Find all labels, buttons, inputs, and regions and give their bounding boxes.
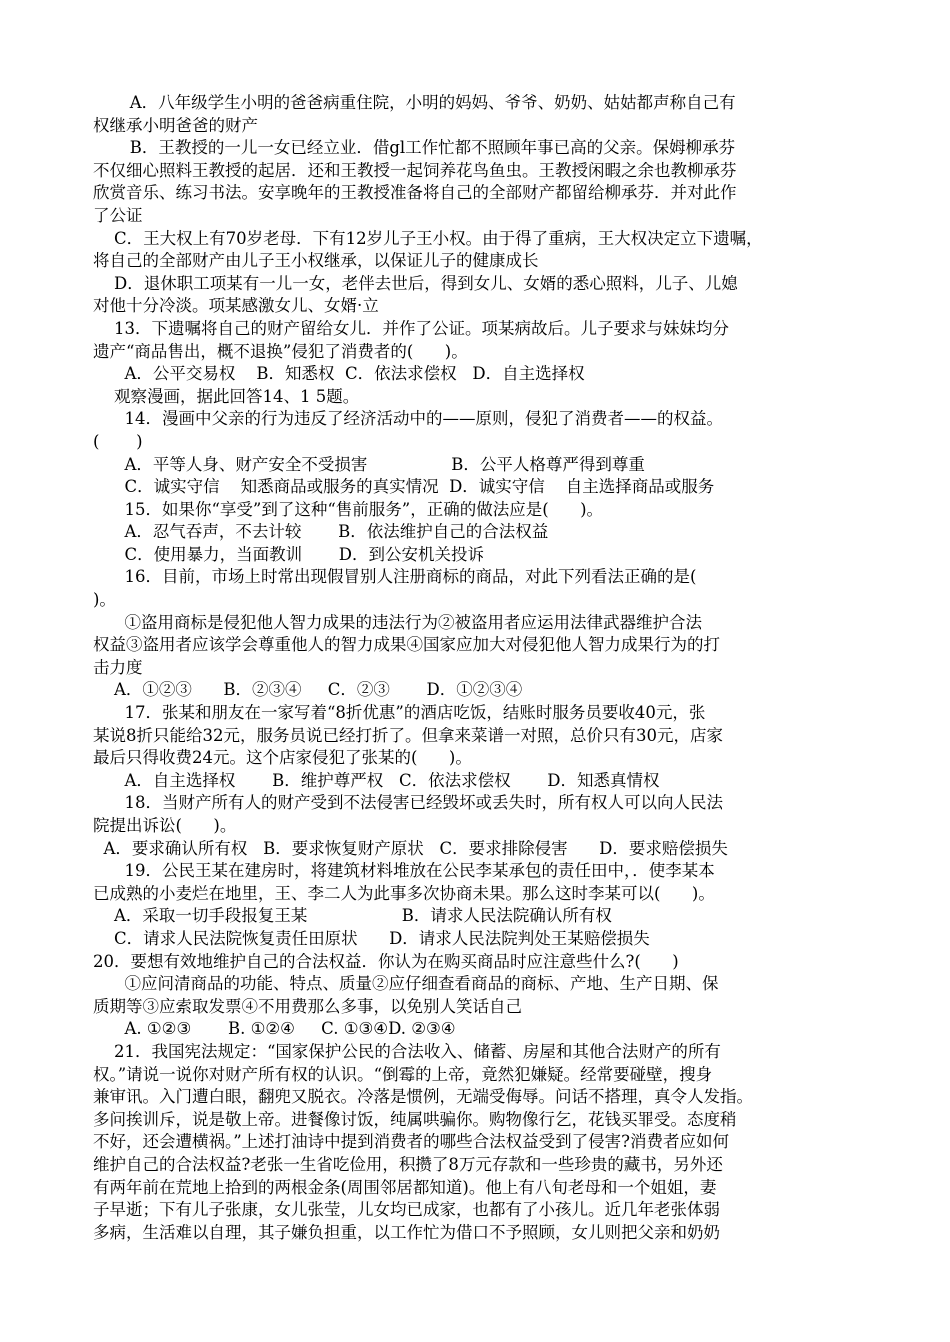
text-line: 对他十分冷淡。项某感激女儿、女婿·立 [93, 296, 379, 316]
text-line: 21．我国宪法规定：“国家保护公民的合法收入、储蓄、房屋和其他合法财产的所有 [93, 1041, 721, 1061]
text-line: 有两年前在荒地上拾到的两根金条(周围邻居都知道)。他上有八旬老母和一个姐姐，妻 [93, 1177, 717, 1197]
text-line: 子早逝；下有儿子张康，女儿张莹，儿女均已成家，也都有了小孩儿。近几年老张体弱 [93, 1200, 720, 1220]
text-line: A．忍气吞声，不去计较 B．依法维护自己的合法权益 [93, 522, 549, 542]
text-line: )。 [93, 590, 116, 610]
text-line: 多问挨训斥，说是敬上帝。进餐像讨饭，纯属哄骗你。购物像行乞，花钱买罪受。态度稍 [93, 1109, 737, 1129]
text-line: 17．张某和朋友在一家写着“8折优惠”的酒店吃饭，结账时服务员要收40元，张 [93, 703, 706, 723]
text-line: 遗产“商品售出，概不退换”侵犯了消费者的( )。 [93, 341, 468, 361]
text-line: C．使用暴力，当面教训 D．到公安机关投诉 [93, 544, 485, 564]
text-line: A．公平交易权 B．知悉权 C．依法求偿权 D．自主选择权 [93, 364, 585, 384]
text-line: 不好，还会遭横祸。”上述打油诗中提到消费者的哪些合法权益受到了侵害?消费者应如何 [93, 1132, 730, 1152]
text-line: 20．要想有效地维护自己的合法权益．你认为在购买商品时应注意些什么?( ) [93, 951, 679, 971]
text-line: A. ①②③ B. ①②④ C. ①③④D. ②③④ [93, 1019, 456, 1039]
text-line: ①应问清商品的功能、特点、质量②应仔细查看商品的商标、产地、生产日期、保 [93, 974, 719, 994]
text-line: 质期等③应索取发票④不用费那么多事，以免别人笑话自己 [93, 996, 522, 1016]
text-line: 18．当财产所有人的财产受到不法侵害已经毁坏或丢失时，所有权人可以向人民法 [93, 793, 723, 813]
text-line: ( ) [93, 431, 143, 451]
text-line: 权。”请说一说你对财产所有权的认识。“倒霉的上帝，竟然犯嫌疑。经常要碰壁，搜身 [93, 1064, 713, 1084]
text-line: 了公证 [93, 205, 143, 225]
text-line: 权继承小明爸爸的财产 [93, 115, 258, 135]
text-line: C．王大权上有70岁老母．下有12岁儿子王小权。由于得了重病，王大权决定立下遗嘱， [93, 228, 763, 248]
text-line: A．八年级学生小明的爸爸病重住院，小明的妈妈、爷爷、奶奶、姑姑都声称自己有 [93, 93, 736, 112]
text-line: 观察漫画，据此回答14、1 5题。 [93, 386, 360, 406]
text-line: 欣赏音乐、练习书法。安享晚年的王教授准备将自己的全部财产都留给柳承芬．并对此作 [93, 183, 737, 203]
text-line: 14．漫画中父亲的行为违反了经济活动中的——原则，侵犯了消费者——的权益。 [93, 409, 723, 429]
text-line: 15．如果你“享受”到了这种“售前服务”，正确的做法应是( )。 [93, 499, 604, 519]
text-line: A．要求确认所有权 B．要求恢复财产原状 C．要求排除侵害 D．要求赔偿损失 [93, 838, 728, 858]
text-line: 多病，生活难以自理，其子嫌负担重，以工作忙为借口不予照顾，女儿则把父亲和奶奶 [93, 1222, 720, 1242]
text-line: 击力度 [93, 657, 143, 677]
text-line: A．①②③ B．②③④ C．②③ D．①②③④ [93, 680, 523, 700]
text-line: 最后只得收费24元。这个店家侵犯了张某的( )。 [93, 748, 472, 768]
text-line: 院提出诉讼( )。 [93, 816, 237, 835]
text-line: 16．目前，市场上时常出现假冒别人注册商标的商品，对此下列看法正确的是( [93, 567, 697, 587]
text-line: B．王教授的一儿一女已经立业．借gl工作忙都不照顾年事已高的父亲。保姆柳承芬 [93, 138, 736, 158]
text-line: C．请求人民法院恢复责任田原状 D．请求人民法院判处王某赔偿损失 [93, 928, 650, 948]
text-line: A．平等人身、财产安全不受损害 B．公平人格尊严得到尊重 [93, 454, 645, 474]
text-line: ①盗用商标是侵犯他人智力成果的违法行为②被盗用者应运用法律武器维护合法 [93, 612, 702, 632]
text-line: A．自主选择权 B．维护尊严权 C．依法求偿权 D．知悉真情权 [93, 770, 660, 790]
text-line: 将自己的全部财产由儿子王小权继承，以保证儿子的健康成长 [93, 251, 539, 271]
text-line: D．退休职工项某有一儿一女，老伴去世后，得到女儿、女婿的悉心照料，儿子、儿媳 [93, 273, 738, 293]
text-line: C．诚实守信 知悉商品或服务的真实情况 D．诚实守信 自主选择商品或服务 [93, 477, 715, 497]
text-line: 兼审讯。入门遭白眼，翻兜又脱衣。冷落是惯例，无端受侮辱。问话不搭理，真令人发指。 [93, 1087, 753, 1107]
text-line: A．采取一切手段报复王某 B．请求人民法院确认所有权 [93, 906, 612, 926]
text-line: 已成熟的小麦烂在地里，王、李二人为此事多次协商未果。那么这时李某可以( )。 [93, 883, 715, 903]
text-line: 不仅细心照料王教授的起居．还和王教授一起饲养花鸟鱼虫。王教授闲暇之余也教柳承芬 [93, 160, 737, 180]
text-line: 权益③盗用者应该学会尊重他人的智力成果④国家应加大对侵犯他人智力成果行为的打 [93, 635, 720, 655]
text-line: 某说8折只能给32元，服务员说已经打折了。但拿来菜谱一对照，总价只有30元，店家 [93, 725, 723, 745]
text-line: 13．下遗嘱将自己的财产留给女儿．并作了公证。项某病故后。儿子要求与妹妹均分 [93, 318, 729, 338]
text-line: 19．公民王某在建房时，将建筑材料堆放在公民李某承包的责任田中，．使李某本 [93, 861, 715, 881]
text-line: 维护自己的合法权益?老张一生省吃俭用，积攒了8万元存款和一些珍贵的藏书，另外还 [93, 1154, 723, 1174]
